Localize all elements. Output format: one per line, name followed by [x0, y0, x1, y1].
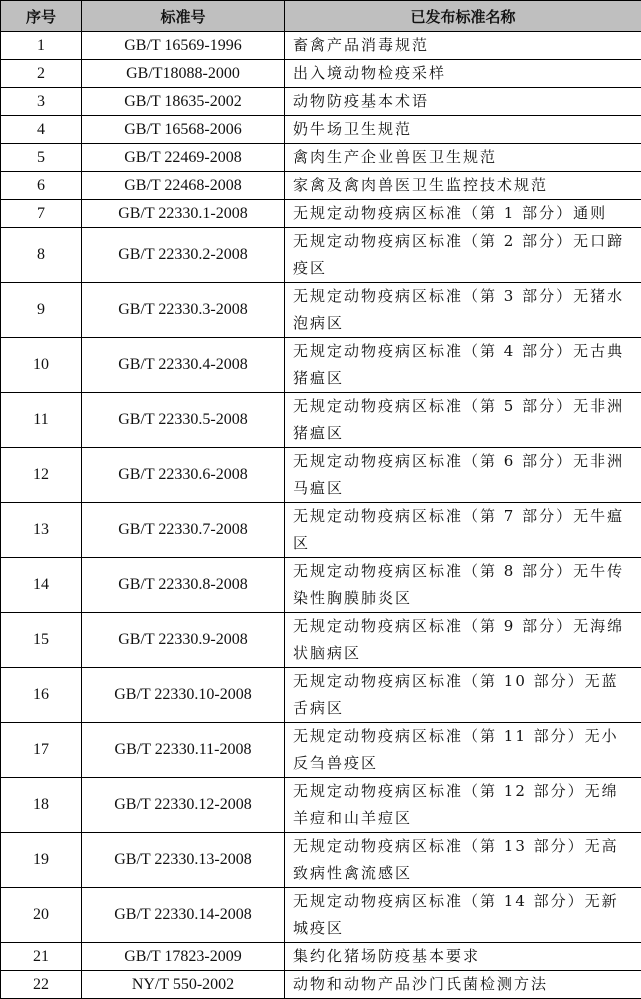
table-row [1, 32, 641, 60]
table-body [1, 32, 641, 999]
row-seq-cell: 18 [1, 778, 82, 833]
row-standard-name-cell: 无规定动物疫病区标准（第 12 部分）无绵羊痘和山羊痘区 [285, 778, 641, 833]
table-row [1, 971, 641, 999]
row-standard-name-cell: 无规定动物疫病区标准（第 8 部分）无牛传染性胸膜肺炎区 [285, 558, 641, 613]
table-row [1, 60, 641, 88]
row-standard-code-cell: GB/T 22330.8-2008 [82, 558, 285, 613]
row-standard-name-cell: 无规定动物疫病区标准（第 10 部分）无蓝舌病区 [285, 668, 641, 723]
row-seq-cell: 11 [1, 393, 82, 448]
row-seq-cell: 12 [1, 448, 82, 503]
row-standard-code-cell: GB/T 22330.7-2008 [82, 503, 285, 558]
row-standard-name-cell: 无规定动物疫病区标准（第 4 部分）无古典猪瘟区 [285, 338, 641, 393]
row-standard-code-cell: GB/T18088-2000 [82, 60, 285, 88]
row-seq-cell: 15 [1, 613, 82, 668]
row-standard-name-cell: 无规定动物疫病区标准（第 11 部分）无小反刍兽疫区 [285, 723, 641, 778]
row-standard-name-cell: 动物防疫基本术语 [285, 88, 641, 116]
row-standard-code-cell: GB/T 22330.9-2008 [82, 613, 285, 668]
row-seq-cell: 21 [1, 943, 82, 971]
row-seq-cell: 20 [1, 888, 82, 943]
table-row [1, 116, 641, 144]
header-seq: 序号 [1, 1, 82, 32]
row-standard-name-cell: 无规定动物疫病区标准（第 3 部分）无猪水泡病区 [285, 283, 641, 338]
row-standard-code-cell: GB/T 22330.2-2008 [82, 228, 285, 283]
row-seq-cell: 3 [1, 88, 82, 116]
row-standard-name-cell: 禽肉生产企业兽医卫生规范 [285, 144, 641, 172]
row-standard-code-cell: GB/T 22330.13-2008 [82, 833, 285, 888]
table-row [1, 833, 641, 888]
row-standard-code-cell: GB/T 22330.14-2008 [82, 888, 285, 943]
row-standard-code-cell: GB/T 22330.3-2008 [82, 283, 285, 338]
row-seq-cell: 6 [1, 172, 82, 200]
row-standard-name-cell: 动物和动物产品沙门氏菌检测方法 [285, 971, 641, 999]
table-row [1, 503, 641, 558]
row-seq-cell: 22 [1, 971, 82, 999]
table-row [1, 200, 641, 228]
row-seq-cell: 14 [1, 558, 82, 613]
header-code: 标准号 [82, 1, 285, 32]
row-seq-cell: 19 [1, 833, 82, 888]
row-standard-name-cell: 无规定动物疫病区标准（第 5 部分）无非洲猪瘟区 [285, 393, 641, 448]
row-seq-cell: 7 [1, 200, 82, 228]
header-row [1, 1, 641, 32]
row-standard-name-cell: 畜禽产品消毒规范 [285, 32, 641, 60]
row-standard-code-cell: NY/T 550-2002 [82, 971, 285, 999]
row-standard-code-cell: GB/T 22468-2008 [82, 172, 285, 200]
row-standard-code-cell: GB/T 18635-2002 [82, 88, 285, 116]
row-standard-name-cell: 无规定动物疫病区标准（第 7 部分）无牛瘟区 [285, 503, 641, 558]
row-standard-code-cell: GB/T 17823-2009 [82, 943, 285, 971]
row-seq-cell: 8 [1, 228, 82, 283]
table-row [1, 723, 641, 778]
table-row [1, 338, 641, 393]
row-seq-cell: 5 [1, 144, 82, 172]
row-seq-cell: 17 [1, 723, 82, 778]
row-standard-code-cell: GB/T 16569-1996 [82, 32, 285, 60]
header-name: 已发布标准名称 [285, 1, 641, 32]
row-standard-code-cell: GB/T 22330.4-2008 [82, 338, 285, 393]
table-row [1, 144, 641, 172]
row-standard-name-cell: 集约化猪场防疫基本要求 [285, 943, 641, 971]
table-row [1, 778, 641, 833]
table-row [1, 613, 641, 668]
row-seq-cell: 2 [1, 60, 82, 88]
row-standard-name-cell: 无规定动物疫病区标准（第 6 部分）无非洲马瘟区 [285, 448, 641, 503]
row-standard-code-cell: GB/T 22330.1-2008 [82, 200, 285, 228]
row-standard-code-cell: GB/T 22330.10-2008 [82, 668, 285, 723]
table-row [1, 88, 641, 116]
row-standard-name-cell: 无规定动物疫病区标准（第 1 部分）通则 [285, 200, 641, 228]
row-standard-name-cell: 出入境动物检疫采样 [285, 60, 641, 88]
row-standard-code-cell: GB/T 22330.12-2008 [82, 778, 285, 833]
row-standard-name-cell: 无规定动物疫病区标准（第 13 部分）无高致病性禽流感区 [285, 833, 641, 888]
row-seq-cell: 13 [1, 503, 82, 558]
table-row [1, 888, 641, 943]
row-standard-code-cell: GB/T 22330.11-2008 [82, 723, 285, 778]
row-standard-name-cell: 无规定动物疫病区标准（第 14 部分）无新城疫区 [285, 888, 641, 943]
row-seq-cell: 9 [1, 283, 82, 338]
row-seq-cell: 4 [1, 116, 82, 144]
row-seq-cell: 1 [1, 32, 82, 60]
row-standard-code-cell: GB/T 22469-2008 [82, 144, 285, 172]
table-row [1, 228, 641, 283]
row-standard-code-cell: GB/T 16568-2006 [82, 116, 285, 144]
row-standard-name-cell: 无规定动物疫病区标准（第 9 部分）无海绵状脑病区 [285, 613, 641, 668]
table-row [1, 448, 641, 503]
row-standard-name-cell: 无规定动物疫病区标准（第 2 部分）无口蹄疫区 [285, 228, 641, 283]
row-standard-code-cell: GB/T 22330.6-2008 [82, 448, 285, 503]
row-standard-name-cell: 奶牛场卫生规范 [285, 116, 641, 144]
table-row [1, 172, 641, 200]
table-header [1, 1, 641, 32]
row-standard-name-cell: 家禽及禽肉兽医卫生监控技术规范 [285, 172, 641, 200]
table-row [1, 393, 641, 448]
row-seq-cell: 10 [1, 338, 82, 393]
table-row [1, 283, 641, 338]
row-seq-cell: 16 [1, 668, 82, 723]
table-row [1, 668, 641, 723]
table-row [1, 558, 641, 613]
row-standard-code-cell: GB/T 22330.5-2008 [82, 393, 285, 448]
table-row [1, 943, 641, 971]
